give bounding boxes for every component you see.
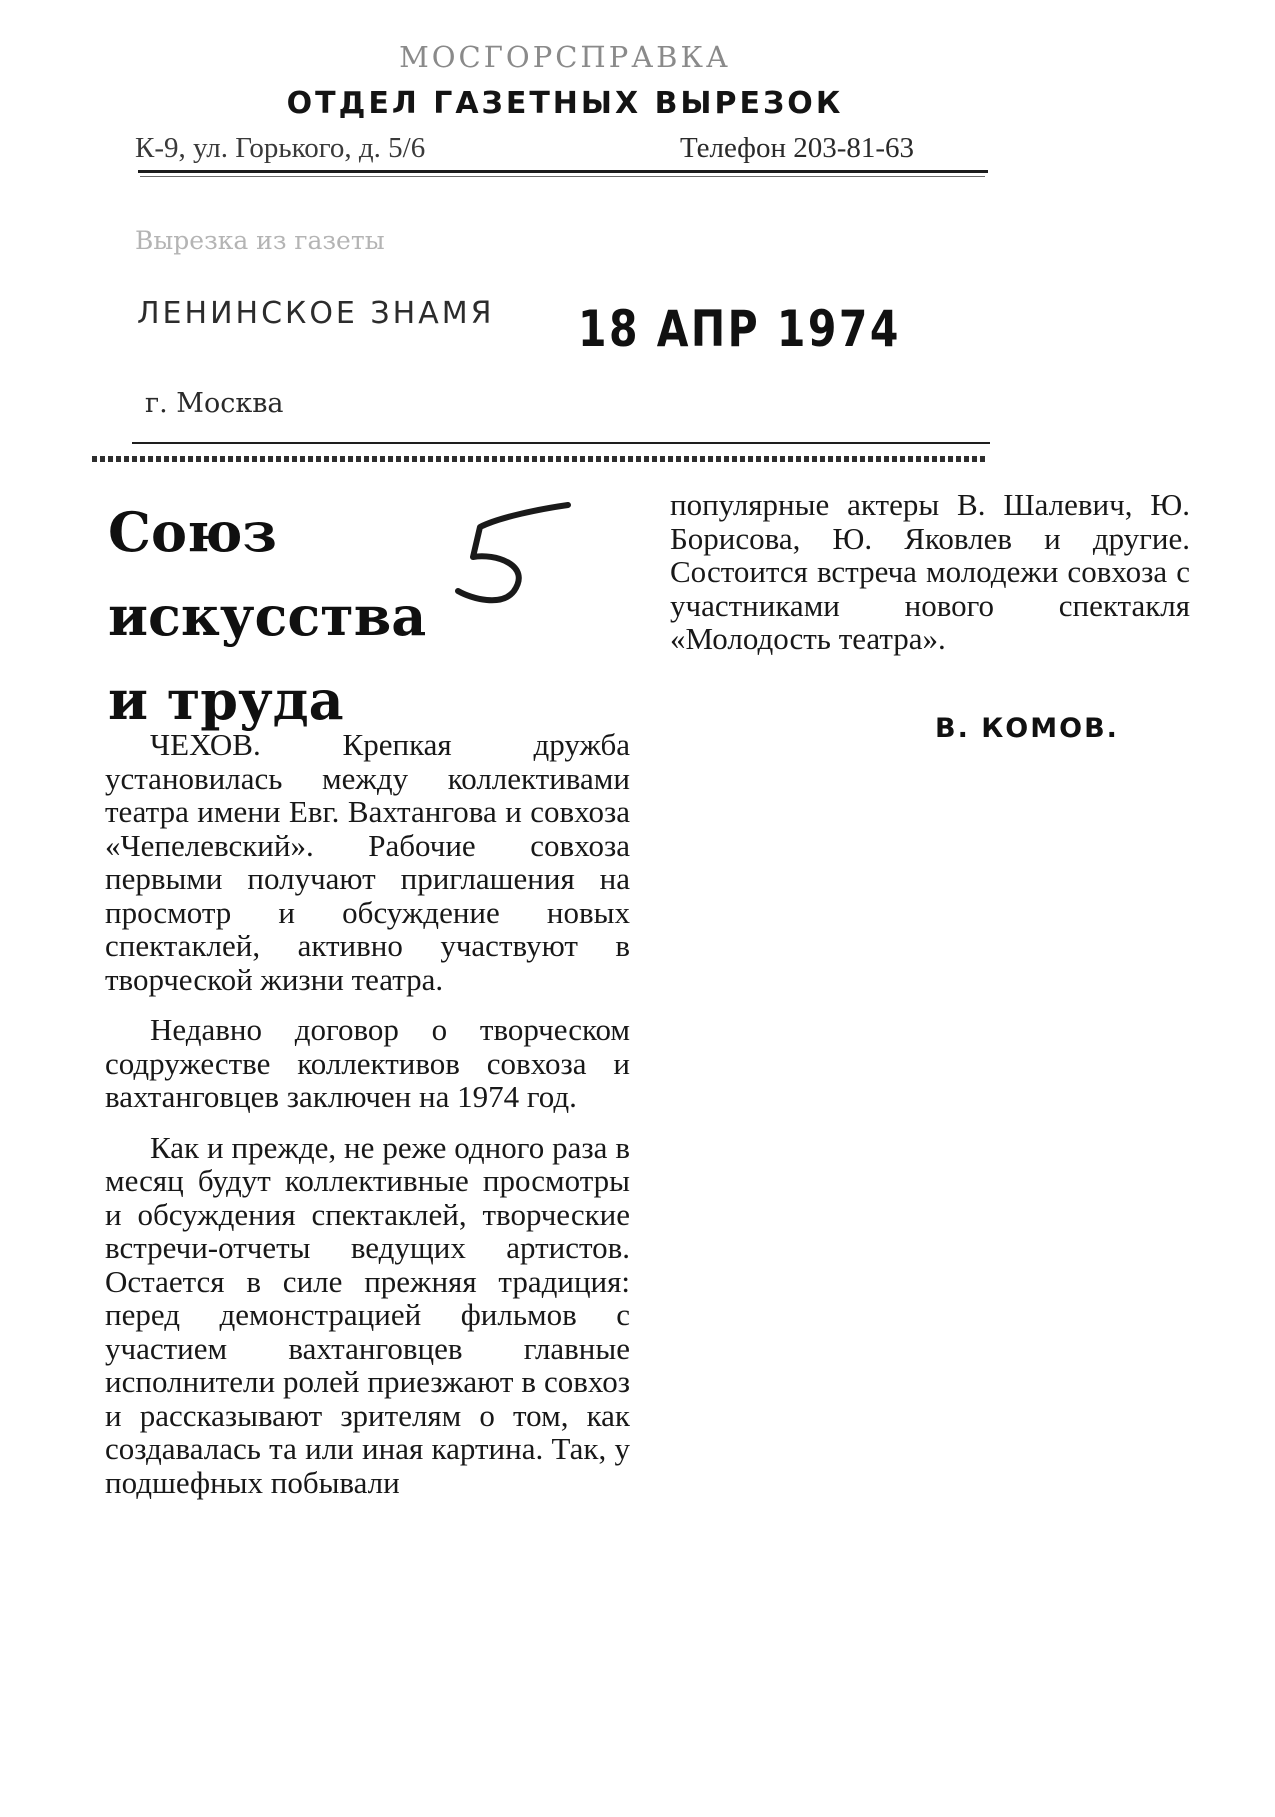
date-stamp: 18 АПР 1974 xyxy=(578,300,901,358)
article-paragraph: ЧЕХОВ. Крепкая дружба установилась между коллективами театра имени Евг. Вахтангова и совхоза «Чепелевский». Рабочие совхоза первыми получают приглашения на просмотр и обсуждение новых спектаклей, активно участвуют в творческой жизни театра. xyxy=(105,727,630,997)
article-paragraph: Как и прежде, не реже одного раза в месяц будут коллективные просмотры и обсуждения спектаклей, творческие встречи-отчеты ведущих артистов. Остается в силе прежняя традиция: перед демонстрацией фильмов с участием вахтанговцев главные исполнители ролей приезжают в совхоз и рассказывают зрителям о том, как создавалась та или иная картина. Так, у подшефных побывали xyxy=(105,1129,630,1500)
department-name: ОТДЕЛ ГАЗЕТНЫХ ВЫРЕЗОК xyxy=(286,86,844,121)
clipping-cut-edge xyxy=(92,456,987,462)
headline-line-2: искусства xyxy=(108,584,427,648)
agency-name: МОСГОРСПРАВКА xyxy=(399,40,731,74)
article-paragraph: Недавно договор о творческом содружестве коллективов совхоза и вахтанговцев заключен на 1974 год. xyxy=(105,1012,630,1114)
header-rule-thin xyxy=(140,176,985,177)
article-paragraph: популярные актеры В. Шалевич, Ю. Борисова, Ю. Яковлев и другие. Состоится встреча молодежи совхоза с участниками нового спектакля «Молодость театра». xyxy=(670,487,1190,656)
headline-line-3: и труда xyxy=(108,668,344,732)
clipping-label: Вырезка из газеты xyxy=(135,226,385,255)
agency-address: К-9, ул. Горького, д. 5/6 xyxy=(135,132,426,164)
agency-phone: Телефон 203-81-63 xyxy=(680,132,915,164)
article-byline: В. КОМОВ. xyxy=(935,713,1119,744)
header-rule xyxy=(138,170,988,173)
headline-line-1: Союз xyxy=(108,500,277,564)
article-column-right xyxy=(670,488,1190,656)
article-column-left xyxy=(105,728,630,1516)
city-rule xyxy=(132,442,990,444)
newspaper-name: ЛЕНИНСКОЕ ЗНАМЯ xyxy=(137,296,495,331)
city-line: г. Москва xyxy=(145,388,284,419)
handwritten-number-mark xyxy=(440,495,580,615)
